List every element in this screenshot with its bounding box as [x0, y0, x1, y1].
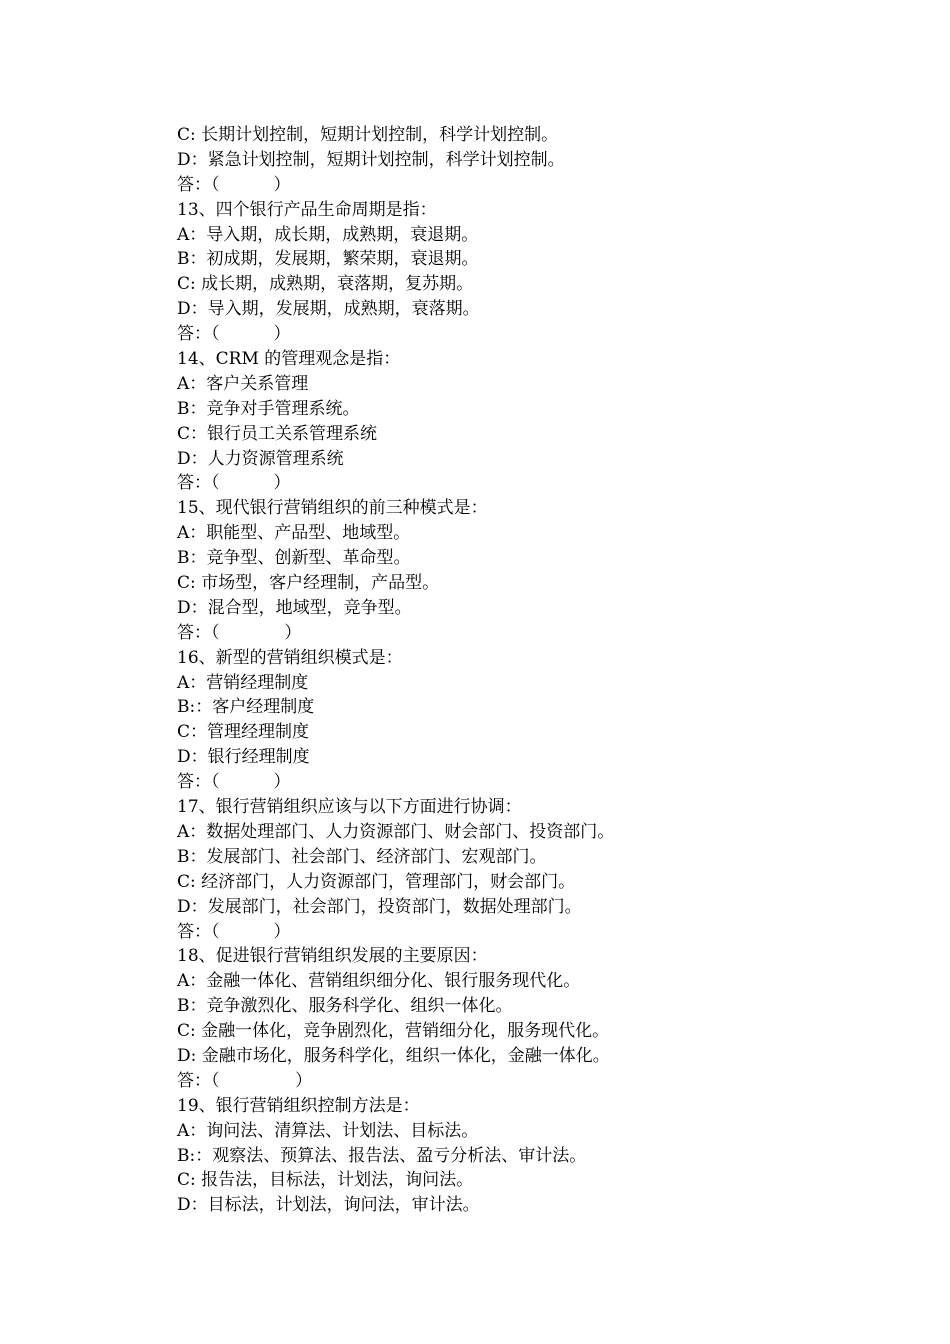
text-line: C: 报告法，目标法，计划法，询问法。: [177, 1170, 474, 1191]
text-line: B：竞争型、创新型、革命型。: [177, 548, 411, 569]
text-line: 答：（ ）: [177, 622, 302, 643]
text-line: 答：（ ）: [177, 772, 291, 793]
text-line: A：导入期，成长期，成熟期，衰退期。: [177, 224, 479, 245]
text-line: C: 市场型，客户经理制，产品型。: [177, 573, 440, 594]
text-line: A：客户关系管理: [177, 373, 309, 394]
text-line: 17、银行营销组织应该与以下方面进行协调：: [177, 797, 522, 818]
text-line: D：目标法，计划法，询问法，审计法。: [177, 1195, 480, 1216]
text-line: D：银行经理制度: [177, 747, 310, 768]
text-line: 答：（ ）: [177, 324, 291, 345]
text-line: D：混合型，地域型，竞争型。: [177, 597, 412, 618]
text-line: 答：（ ）: [177, 174, 291, 195]
text-line: B：竞争激烈化、服务科学化、组织一体化。: [177, 996, 513, 1017]
text-line: C：银行员工关系管理系统: [177, 423, 378, 444]
text-line: 16、新型的营销组织模式是：: [177, 647, 403, 668]
text-line: A：数据处理部门、人力资源部门、财会部门、投资部门。: [177, 821, 615, 842]
text-line: 答：（ ）: [177, 473, 291, 494]
text-line: 答：（ ）: [177, 1070, 313, 1091]
text-line: C：管理经理制度: [177, 722, 310, 743]
text-line: A：职能型、产品型、地域型。: [177, 523, 411, 544]
text-line: C: 成长期，成熟期，衰落期，复苏期。: [177, 274, 474, 295]
text-line: B:：客户经理制度: [177, 697, 315, 718]
text-line: A：金融一体化、营销组织细分化、银行服务现代化。: [177, 971, 581, 992]
text-line: B：发展部门、社会部门、经济部门、宏观部门。: [177, 846, 547, 867]
text-line: B：初成期，发展期，繁荣期，衰退期。: [177, 249, 479, 270]
text-line: 答：（ ）: [177, 921, 291, 942]
text-line: B:：观察法、预算法、报告法、盈亏分析法、审计法。: [177, 1145, 587, 1166]
text-line: 15、现代银行营销组织的前三种模式是：: [177, 498, 488, 519]
text-line: 14、CRM 的管理观念是指：: [177, 349, 401, 370]
text-line: B：竞争对手管理系统。: [177, 398, 360, 419]
text-line: 18、促进银行营销组织发展的主要原因：: [177, 946, 488, 967]
text-line: C: 金融一体化，竞争剧烈化，营销细分化，服务现代化。: [177, 1021, 610, 1042]
text-line: A：询问法、清算法、计划法、目标法。: [177, 1120, 479, 1141]
text-line: C: 长期计划控制，短期计划控制，科学计划控制。: [177, 125, 559, 145]
text-line: A：营销经理制度: [177, 672, 309, 693]
text-line: D：紧急计划控制，短期计划控制，科学计划控制。: [177, 149, 565, 170]
text-line: D：发展部门，社会部门，投资部门，数据处理部门。: [177, 896, 582, 917]
text-line: 13、四个银行产品生命周期是指：: [177, 199, 437, 220]
text-line: 19、银行营销组织控制方法是：: [177, 1095, 420, 1116]
text-line: D：导入期，发展期，成熟期，衰落期。: [177, 299, 480, 320]
document-body: [177, 123, 917, 1218]
text-line: C: 经济部门，人力资源部门，管理部门，财会部门。: [177, 871, 576, 892]
text-line: D: 金融市场化，服务科学化，组织一体化，金融一体化。: [177, 1045, 610, 1066]
text-line: D：人力资源管理系统: [177, 448, 344, 469]
